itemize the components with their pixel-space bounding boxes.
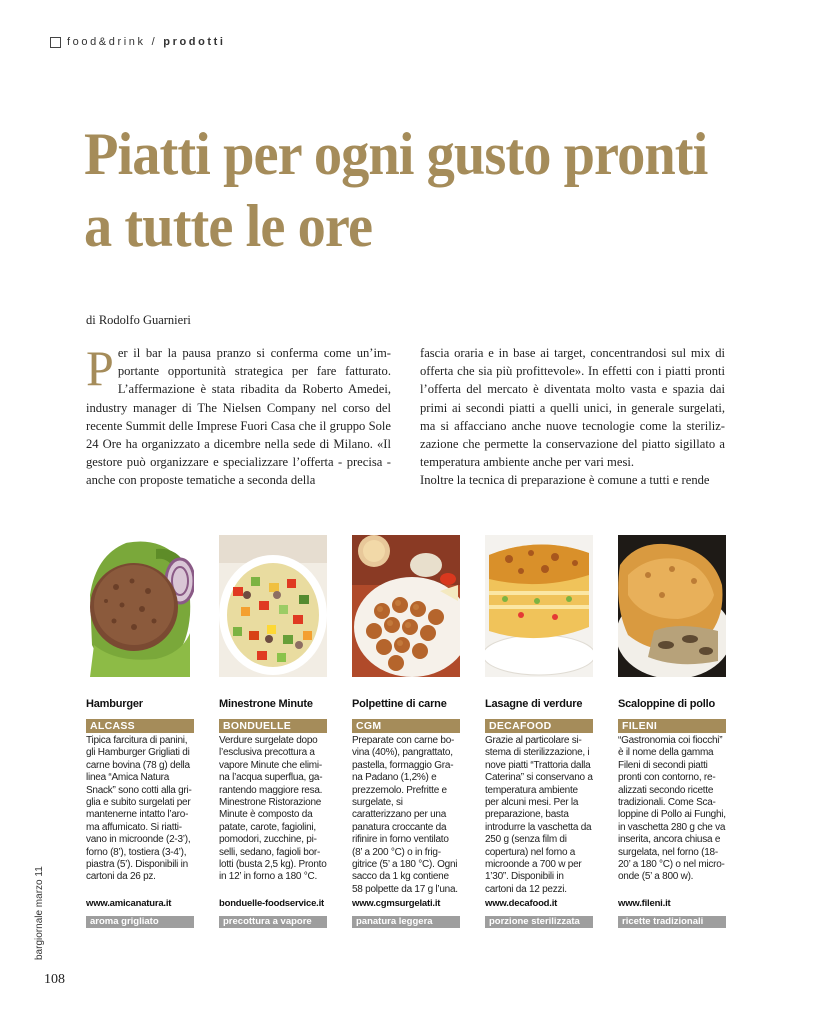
brand-label: DECAFOOD xyxy=(485,719,593,733)
product-website: bonduelle-foodservice.it xyxy=(219,898,324,909)
brand-label: FILENI xyxy=(618,719,726,733)
product-name: Polpettine di carne xyxy=(352,698,447,710)
product-photo xyxy=(86,535,194,677)
product-tag: precottura a vapore xyxy=(219,916,327,928)
byline: di Rodolfo Guarnieri xyxy=(86,313,191,327)
body-text-2: fascia oraria e in base ai target, concentrandosi sul mix di offerta che sia più profittevole». In effetti con i piatti pronti l’offerta del mercato è diventata molto vasta e spazia dai primi ai secondi piatti a quelli unici, in generale surgelati, ma si affacciano anche nuove tecnologie come la sterilizzazione che permette la conservazione del piatto sigillato a temperatura ambiente anche per vari mesi. xyxy=(420,346,725,470)
minestrone-illustration xyxy=(219,535,327,677)
chicken-illustration xyxy=(618,535,726,677)
product-description: Verdure surgelate dopo l’esclusiva precottura a vapore Minute che elimina l’acqua superflua, garantendo maggiore resa. Minestrone Ristorazione Minute è composto da patate, carote, fagiolini, pomodori, zucchine, piselli, sedano, fagioli borlotti (busta 2,5 kg). Pronto in 12’ in forno a 180 °C. xyxy=(219,735,327,883)
product-tag: aroma grigliato xyxy=(86,916,194,928)
product-website: www.fileni.it xyxy=(618,898,671,909)
body-column-2 xyxy=(420,344,725,490)
product-tag: ricette tradizionali xyxy=(618,916,726,928)
product-photo xyxy=(485,535,593,677)
drop-cap: P xyxy=(86,340,114,396)
product-card xyxy=(618,535,726,885)
product-description: Tipica farcitura di panini, gli Hamburger Grigliati di carne bovina (78 g) della linea “Amica Natura Snack” sono cotti alla griglia e subito surgelati per mantenerne intatto l’aroma affumicato. Si riattivano in microonde (2-3’), forno (8’), tostiera (3-4’), piastra (5’). Disponibili in cartoni da 26 pz. xyxy=(86,735,192,883)
product-website: www.amicanatura.it xyxy=(86,898,172,909)
product-photo xyxy=(618,535,726,677)
product-tag: porzione sterilizzata xyxy=(485,916,593,928)
brand-label: BONDUELLE xyxy=(219,719,327,733)
magazine-issue: bargiornale marzo 11 xyxy=(34,866,45,960)
page-number: 108 xyxy=(44,972,65,987)
lasagna-illustration xyxy=(485,535,593,677)
body-text-1: er il bar la pausa pranzo si conferma come un’importante opportunità strategica per fare fatturato. L’affermazione è stata ribadita da Roberto Amedei, industry manager di The Nielsen Company nel corso del recente Summit delle Imprese Fuori Casa che il gruppo Sole 24 Ore ha organizzato a dicembre nella sede di Milano. «Il gestore può organizzare e specializzare l’offerta - precisa - anche con proposte tematiche a seconda della xyxy=(86,346,391,488)
subsection-label: prodotti xyxy=(163,36,226,48)
product-card xyxy=(485,535,593,895)
product-website: www.cgmsurgelati.it xyxy=(352,898,441,909)
article-title: Piatti per ogni gusto pronti a tutte le ore xyxy=(84,121,708,259)
product-tag: panatura leggera xyxy=(352,916,460,928)
hamburger-illustration xyxy=(86,535,194,677)
product-description: Grazie al particolare sistema di sterilizzazione, i nove piatti “Trattoria dalla Caterina” si conservano a temperatura ambiente per alcuni mesi. Per la preparazione, basta introdurre la vaschetta da 250 g (senza film di copertura) nel forno a microonde a 700 w per 1’30”. Disponibili in cartoni da 12 pezzi. xyxy=(485,735,593,895)
product-description: Preparate con carne bovina (40%), pangrattato, pastella, formaggio Grana Padano (1,2%) e prezzemolo. Prefritte e surgelate, si caratterizzano per una panatura croccante da rifinire in forno ventilato (8’ a 200 °C) o in friggitrice (5’ a 180 °C). Ogni sacco da 1 kg contiene 58 polpette da 17 g l’una. xyxy=(352,735,458,895)
product-website: www.decafood.it xyxy=(485,898,558,909)
product-card xyxy=(86,535,194,885)
section-separator: / xyxy=(151,36,158,48)
section-kicker xyxy=(50,36,226,48)
product-card xyxy=(352,535,460,895)
product-photo xyxy=(352,535,460,677)
brand-label: ALCASS xyxy=(86,719,194,733)
product-name: Minestrone Minute xyxy=(219,698,313,710)
product-description: “Gastronomia coi fiocchi” è il nome della gamma Fileni di secondi piatti pronti con contorno, realizzati secondo ricette tradizionali. Come Scaloppine di Pollo ai Funghi, in vaschetta 280 g che va inserita, ancora chiusa e surgelata, nel forno (18-20’ a 180 °C) o nel microonde (5’ a 800 w). xyxy=(618,735,726,883)
section-label: food&drink xyxy=(67,36,146,48)
body-column-1 xyxy=(86,340,391,490)
square-icon xyxy=(50,37,61,48)
product-photo xyxy=(219,535,327,677)
body-text-3: Inoltre la tecnica di preparazione è comune a tutti e rende xyxy=(420,473,710,488)
product-name: Hamburger xyxy=(86,698,143,710)
meatballs-illustration xyxy=(352,535,460,677)
product-card xyxy=(219,535,327,885)
product-name: Scaloppine di pollo xyxy=(618,698,716,710)
brand-label: CGM xyxy=(352,719,460,733)
product-name: Lasagne di verdure xyxy=(485,698,583,710)
